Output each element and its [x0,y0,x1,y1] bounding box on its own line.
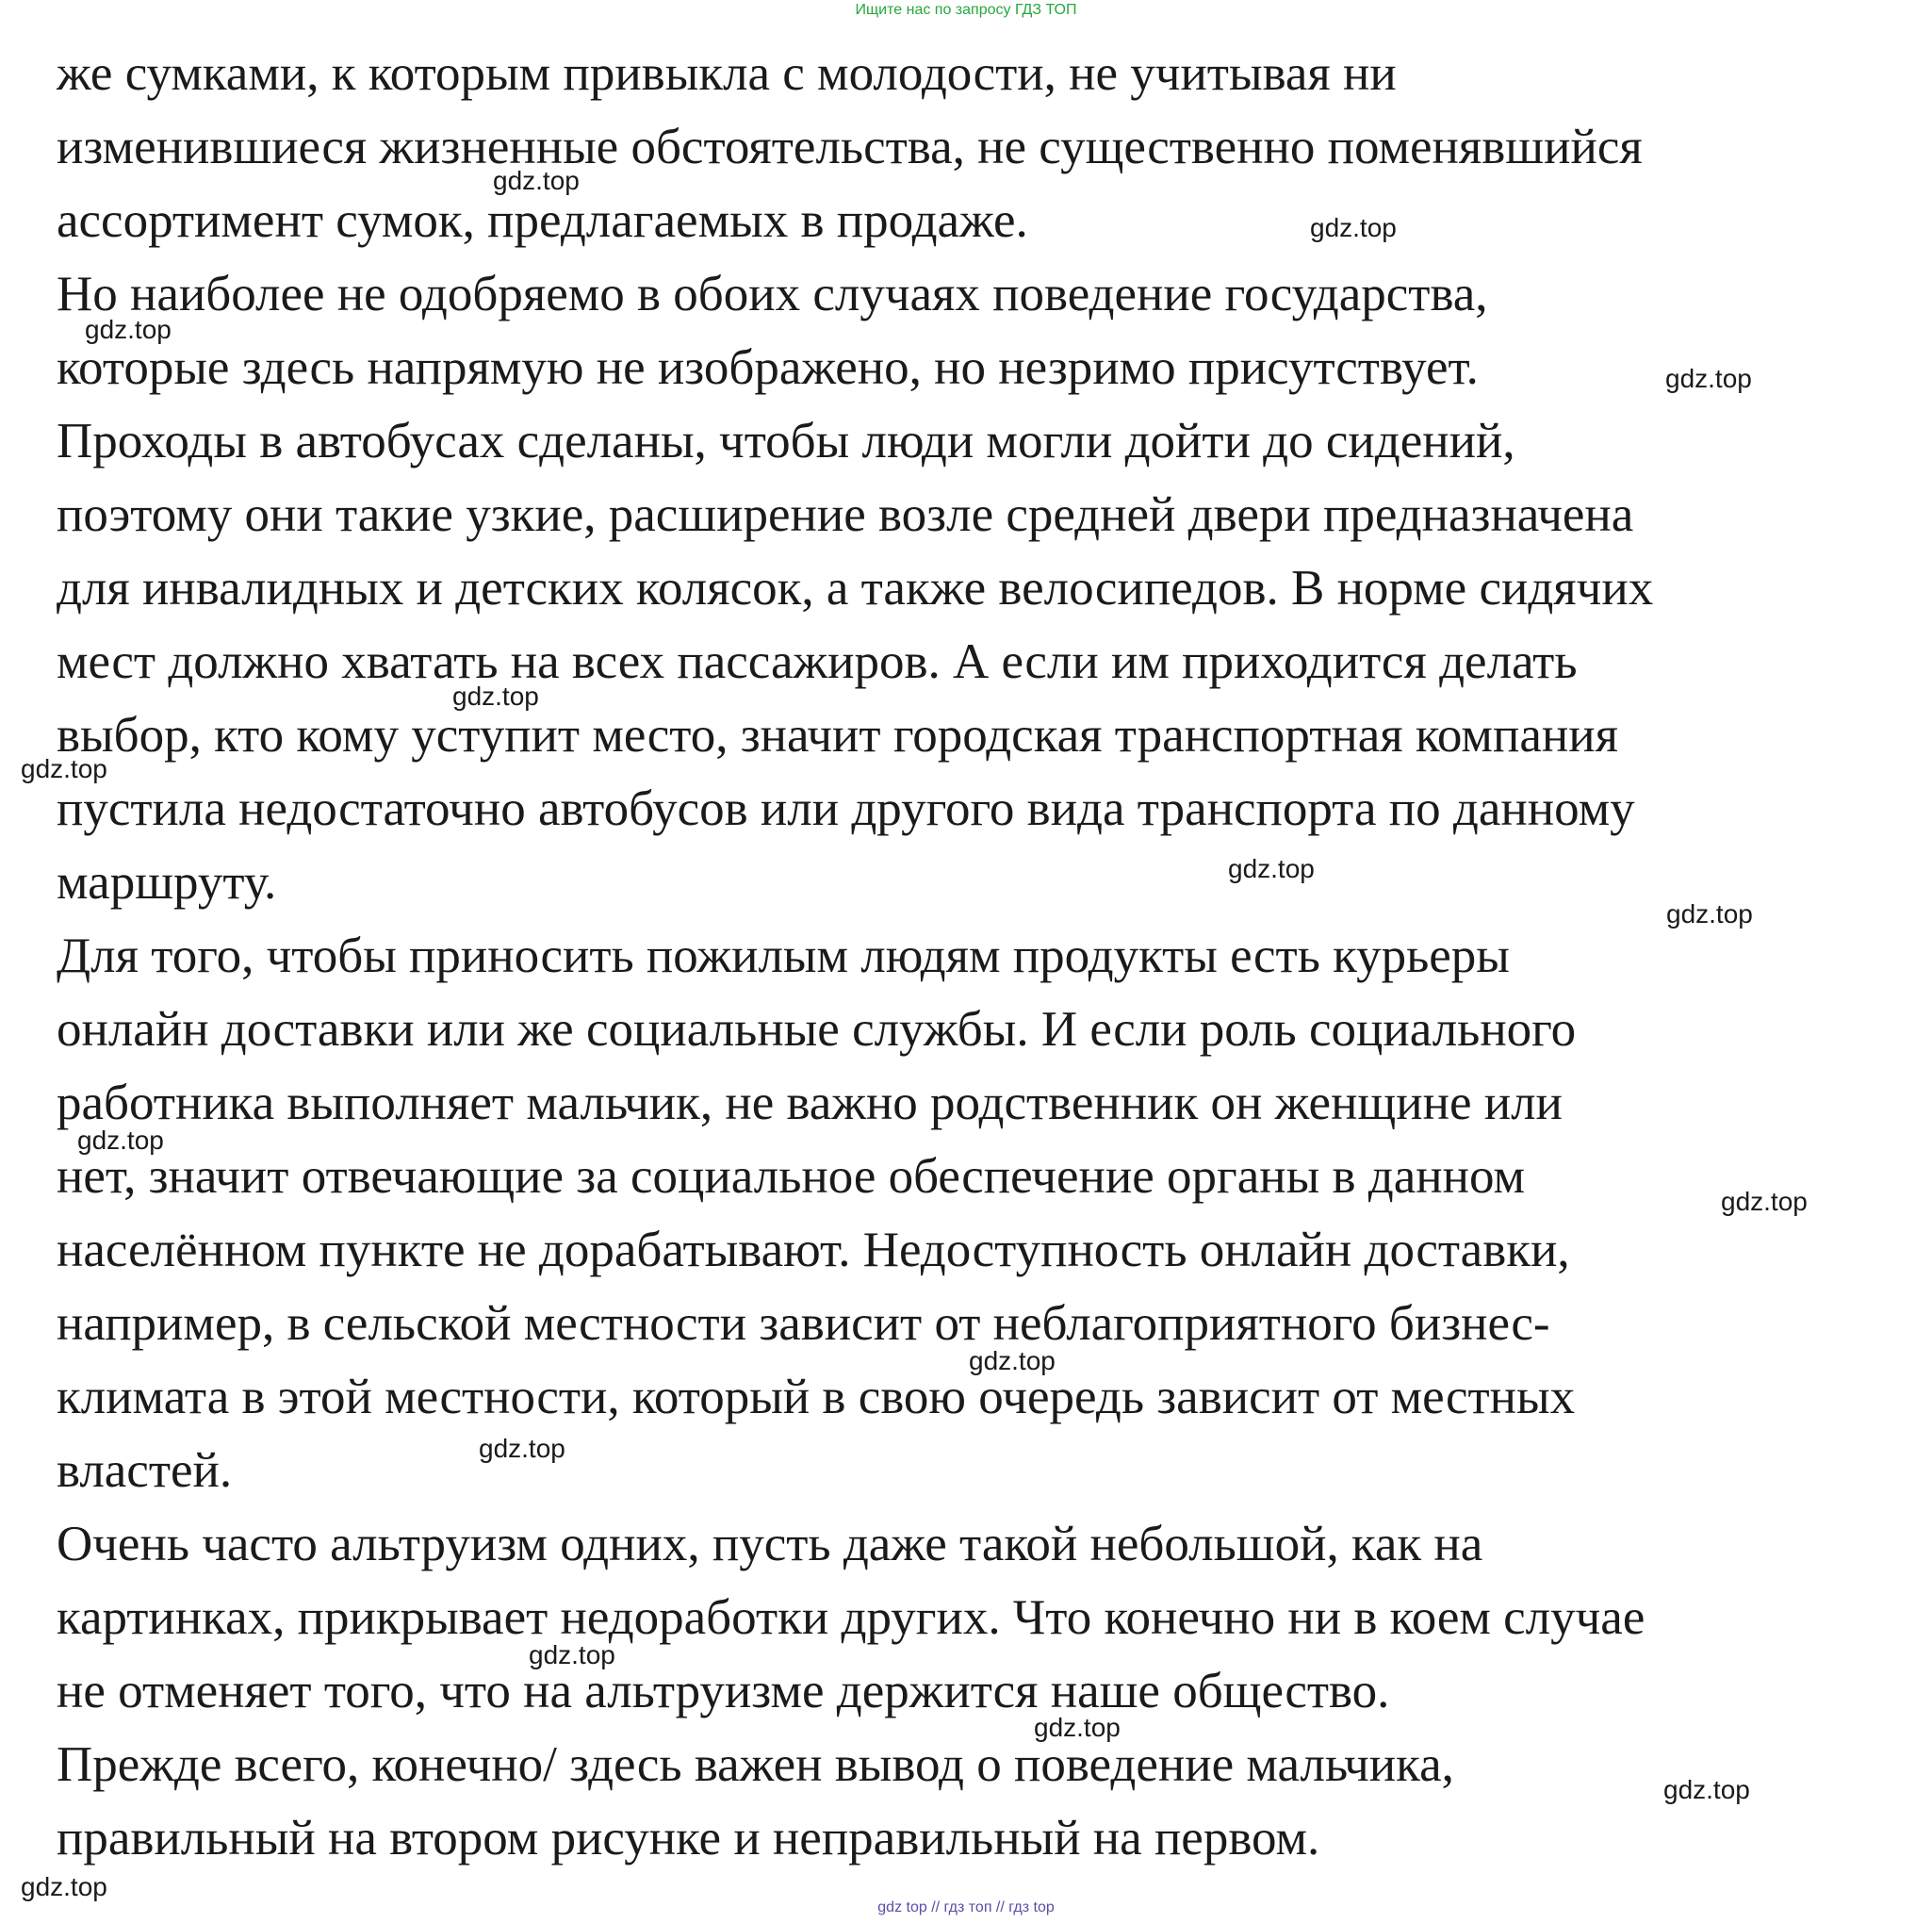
text-line: Очень часто альтруизм одних, пусть даже такой небольшой, как на [57,1517,1483,1571]
watermark: gdz.top [529,1640,615,1669]
watermark: gdz.top [1034,1713,1121,1742]
watermark: gdz.top [452,682,539,711]
text-line: нет, значит отвечающие за социальное обеспечение органы в данном [57,1149,1526,1204]
watermark: gdz.top [1663,1775,1750,1804]
text-line: Но наиболее не одобряемо в обоих случаях поведение государства, [57,267,1488,321]
watermark: gdz.top [1665,364,1752,393]
text-line: правильный на втором рисунке и неправильный на первом. [57,1811,1320,1865]
watermark: gdz.top [493,166,580,195]
text-line: климата в этой местности, который в свою очередь зависит от местных [57,1370,1576,1424]
text-line: маршруту. [57,855,277,910]
text-line: мест должно хватать на всех пассажиров. А если им приходится делать [57,634,1578,689]
watermark: gdz.top [1721,1187,1808,1216]
text-line: онлайн доставки или же социальные службы. И если роль социального [57,1002,1577,1057]
text-line: пустила недостаточно автобусов или другого вида транспорта по данному [57,781,1635,836]
text-line: Проходы в автобусах сделаны, чтобы люди могли дойти до сидений, [57,414,1515,468]
text-line: поэтому они такие узкие, расширение возле средней двери предназначена [57,487,1634,542]
text-line: населённом пункте не дорабатывают. Недоступность онлайн доставки, [57,1223,1570,1277]
text-line: картинках, прикрывает недоработки других. Что конечно ни в коем случае [57,1590,1645,1645]
text-line: например, в сельской местности зависит от неблагоприятного бизнес- [57,1296,1550,1351]
watermark: gdz.top [21,754,107,783]
watermark: gdz.top [1666,899,1753,929]
watermark: gdz.top [77,1126,164,1155]
text-line: ассортимент сумок, предлагаемых в продаже. [57,193,1028,248]
watermark: gdz.top [969,1346,1056,1375]
text-line: выбор, кто кому уступит место, значит городская транспортная компания [57,708,1618,763]
bottom-banner: gdz top // гдз топ // гдз top [877,1899,1055,1915]
text-line: Прежде всего, конечно/ здесь важен вывод о поведение мальчика, [57,1737,1454,1792]
top-banner: Ищите нас по запросу ГДЗ ТОП [855,2,1077,18]
text-line: для инвалидных и детских колясок, а также велосипедов. В норме сидячих [57,561,1654,616]
text-line: Для того, чтобы приносить пожилым людям продукты есть курьеры [57,929,1510,983]
watermark: gdz.top [21,1872,107,1901]
text-line: которые здесь напрямую не изображено, но незримо присутствует. [57,340,1479,395]
text-line: не отменяет того, что на альтруизме держится наше общество. [57,1664,1390,1718]
watermark: gdz.top [1228,854,1315,883]
text-line: работника выполняет мальчик, не важно родственник он женщине или [57,1076,1563,1130]
watermark: gdz.top [479,1434,565,1463]
text-line: же сумками, к которым привыкла с молодости, не учитывая ни [57,46,1397,101]
text-line: властей. [57,1443,233,1498]
text-line: изменившиеся жизненные обстоятельства, не существенно поменявшийся [57,120,1643,174]
watermark: gdz.top [1310,213,1397,242]
watermark: gdz.top [85,315,172,344]
